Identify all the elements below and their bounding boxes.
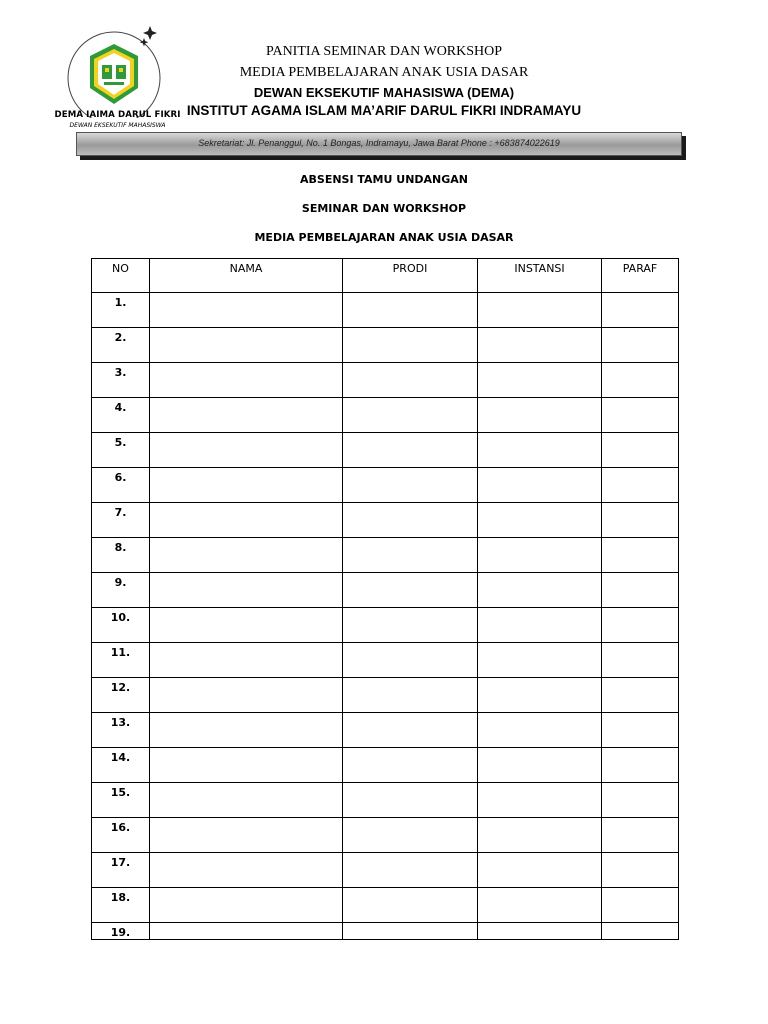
table-row xyxy=(92,573,679,608)
header-line-4: INSTITUT AGAMA ISLAM MA’ARIF DARUL FIKRI INDRAMAYU xyxy=(186,103,582,118)
prodi-cell[interactable] xyxy=(343,363,478,398)
attendance-table xyxy=(91,258,679,940)
name-cell[interactable] xyxy=(150,433,343,468)
paraf-cell[interactable] xyxy=(602,573,679,608)
name-cell[interactable] xyxy=(150,678,343,713)
table-row xyxy=(92,503,679,538)
prodi-cell[interactable] xyxy=(343,783,478,818)
name-cell[interactable] xyxy=(150,643,343,678)
row-number: 7. xyxy=(92,503,150,538)
instansi-cell[interactable] xyxy=(478,748,602,783)
instansi-cell[interactable] xyxy=(478,678,602,713)
row-number: 15. xyxy=(92,783,150,818)
instansi-cell[interactable] xyxy=(478,468,602,503)
row-number: 11. xyxy=(92,643,150,678)
table-row xyxy=(92,398,679,433)
name-cell[interactable] xyxy=(150,888,343,923)
table-row xyxy=(92,363,679,398)
prodi-cell[interactable] xyxy=(343,293,478,328)
instansi-cell[interactable] xyxy=(478,608,602,643)
name-cell[interactable] xyxy=(150,293,343,328)
row-number: 2. xyxy=(92,328,150,363)
logo-subtitle: DEWAN EKSEKUTIF MAHASISWA xyxy=(69,122,166,129)
row-number: 4. xyxy=(92,398,150,433)
instansi-cell[interactable] xyxy=(478,643,602,678)
paraf-cell[interactable] xyxy=(602,783,679,818)
name-cell[interactable] xyxy=(150,468,343,503)
paraf-cell[interactable] xyxy=(602,468,679,503)
name-cell[interactable] xyxy=(150,538,343,573)
table-row xyxy=(92,853,679,888)
paraf-cell[interactable] xyxy=(602,678,679,713)
header-no: NO xyxy=(92,259,150,293)
prodi-cell[interactable] xyxy=(343,853,478,888)
table-row xyxy=(92,538,679,573)
row-number: 13. xyxy=(92,713,150,748)
name-cell[interactable] xyxy=(150,748,343,783)
paraf-cell[interactable] xyxy=(602,328,679,363)
name-cell[interactable] xyxy=(150,818,343,853)
paraf-cell[interactable] xyxy=(602,293,679,328)
row-number: 10. xyxy=(92,608,150,643)
header-nama: NAMA xyxy=(150,259,343,293)
instansi-cell[interactable] xyxy=(478,433,602,468)
table-row xyxy=(92,468,679,503)
table-row xyxy=(92,293,679,328)
table-row xyxy=(92,748,679,783)
table-row xyxy=(92,643,679,678)
instansi-cell[interactable] xyxy=(478,713,602,748)
prodi-cell[interactable] xyxy=(343,923,478,940)
name-cell[interactable] xyxy=(150,783,343,818)
paraf-cell[interactable] xyxy=(602,853,679,888)
name-cell[interactable] xyxy=(150,328,343,363)
table-header-row xyxy=(92,259,679,293)
prodi-cell[interactable] xyxy=(343,538,478,573)
prodi-cell[interactable] xyxy=(343,643,478,678)
prodi-cell[interactable] xyxy=(343,888,478,923)
header-prodi: PRODI xyxy=(343,259,478,293)
name-cell[interactable] xyxy=(150,363,343,398)
paraf-cell[interactable] xyxy=(602,398,679,433)
instansi-cell[interactable] xyxy=(478,853,602,888)
paraf-cell[interactable] xyxy=(602,923,679,940)
paraf-cell[interactable] xyxy=(602,818,679,853)
prodi-cell[interactable] xyxy=(343,328,478,363)
secretariat-banner xyxy=(76,132,682,156)
table-row xyxy=(92,713,679,748)
prodi-cell[interactable] xyxy=(343,398,478,433)
paraf-cell[interactable] xyxy=(602,363,679,398)
instansi-cell[interactable] xyxy=(478,818,602,853)
paraf-cell[interactable] xyxy=(602,433,679,468)
instansi-cell[interactable] xyxy=(478,328,602,363)
prodi-cell[interactable] xyxy=(343,468,478,503)
paraf-cell[interactable] xyxy=(602,643,679,678)
name-cell[interactable] xyxy=(150,398,343,433)
prodi-cell[interactable] xyxy=(343,713,478,748)
table-row xyxy=(92,783,679,818)
row-number: 1. xyxy=(92,293,150,328)
name-cell[interactable] xyxy=(150,573,343,608)
attendance-body xyxy=(92,293,679,940)
prodi-cell[interactable] xyxy=(343,678,478,713)
secretariat-text: Sekretariat: Jl. Penanggul, No. 1 Bongas, Indramayu, Jawa Barat Phone : +683874022619 xyxy=(198,138,560,148)
prodi-cell[interactable] xyxy=(343,818,478,853)
name-cell[interactable] xyxy=(150,503,343,538)
paraf-cell[interactable] xyxy=(602,538,679,573)
row-number: 8. xyxy=(92,538,150,573)
instansi-cell[interactable] xyxy=(478,363,602,398)
row-number: 17. xyxy=(92,853,150,888)
header-line-1: PANITIA SEMINAR DAN WORKSHOP xyxy=(265,44,503,59)
row-number: 19. xyxy=(92,923,150,940)
paraf-cell[interactable] xyxy=(602,748,679,783)
instansi-cell[interactable] xyxy=(478,573,602,608)
table-row xyxy=(92,923,679,940)
logo-name: DEMA IAIMA DARUL FIKRI xyxy=(54,110,181,120)
instansi-cell[interactable] xyxy=(478,923,602,940)
header-instansi: INSTANSI xyxy=(478,259,602,293)
instansi-cell[interactable] xyxy=(478,783,602,818)
instansi-cell[interactable] xyxy=(478,888,602,923)
row-number: 3. xyxy=(92,363,150,398)
row-number: 18. xyxy=(92,888,150,923)
header-line-2: MEDIA PEMBELAJARAN ANAK USIA DASAR xyxy=(239,65,529,80)
header-line-3: DEWAN EKSEKUTIF MAHASISWA (DEMA) xyxy=(253,85,515,100)
table-row xyxy=(92,608,679,643)
row-number: 12. xyxy=(92,678,150,713)
prodi-cell[interactable] xyxy=(343,573,478,608)
form-title-1: ABSENSI TAMU UNDANGAN xyxy=(300,173,468,186)
header-paraf: PARAF xyxy=(602,259,679,293)
row-number: 16. xyxy=(92,818,150,853)
table-row xyxy=(92,433,679,468)
row-number: 5. xyxy=(92,433,150,468)
row-number: 6. xyxy=(92,468,150,503)
name-cell[interactable] xyxy=(150,713,343,748)
instansi-cell[interactable] xyxy=(478,503,602,538)
paraf-cell[interactable] xyxy=(602,713,679,748)
table-row xyxy=(92,328,679,363)
name-cell[interactable] xyxy=(150,608,343,643)
row-number: 14. xyxy=(92,748,150,783)
table-row xyxy=(92,678,679,713)
table-row xyxy=(92,888,679,923)
name-cell[interactable] xyxy=(150,853,343,888)
prodi-cell[interactable] xyxy=(343,503,478,538)
form-title-3: MEDIA PEMBELAJARAN ANAK USIA DASAR xyxy=(254,231,514,244)
paraf-cell[interactable] xyxy=(602,503,679,538)
paraf-cell[interactable] xyxy=(602,608,679,643)
paraf-cell[interactable] xyxy=(602,888,679,923)
instansi-cell[interactable] xyxy=(478,398,602,433)
prodi-cell[interactable] xyxy=(343,608,478,643)
name-cell[interactable] xyxy=(150,923,343,940)
prodi-cell[interactable] xyxy=(343,433,478,468)
row-number: 9. xyxy=(92,573,150,608)
prodi-cell[interactable] xyxy=(343,748,478,783)
instansi-cell[interactable] xyxy=(478,293,602,328)
instansi-cell[interactable] xyxy=(478,538,602,573)
table-row xyxy=(92,818,679,853)
form-title-2: SEMINAR DAN WORKSHOP xyxy=(301,202,467,215)
